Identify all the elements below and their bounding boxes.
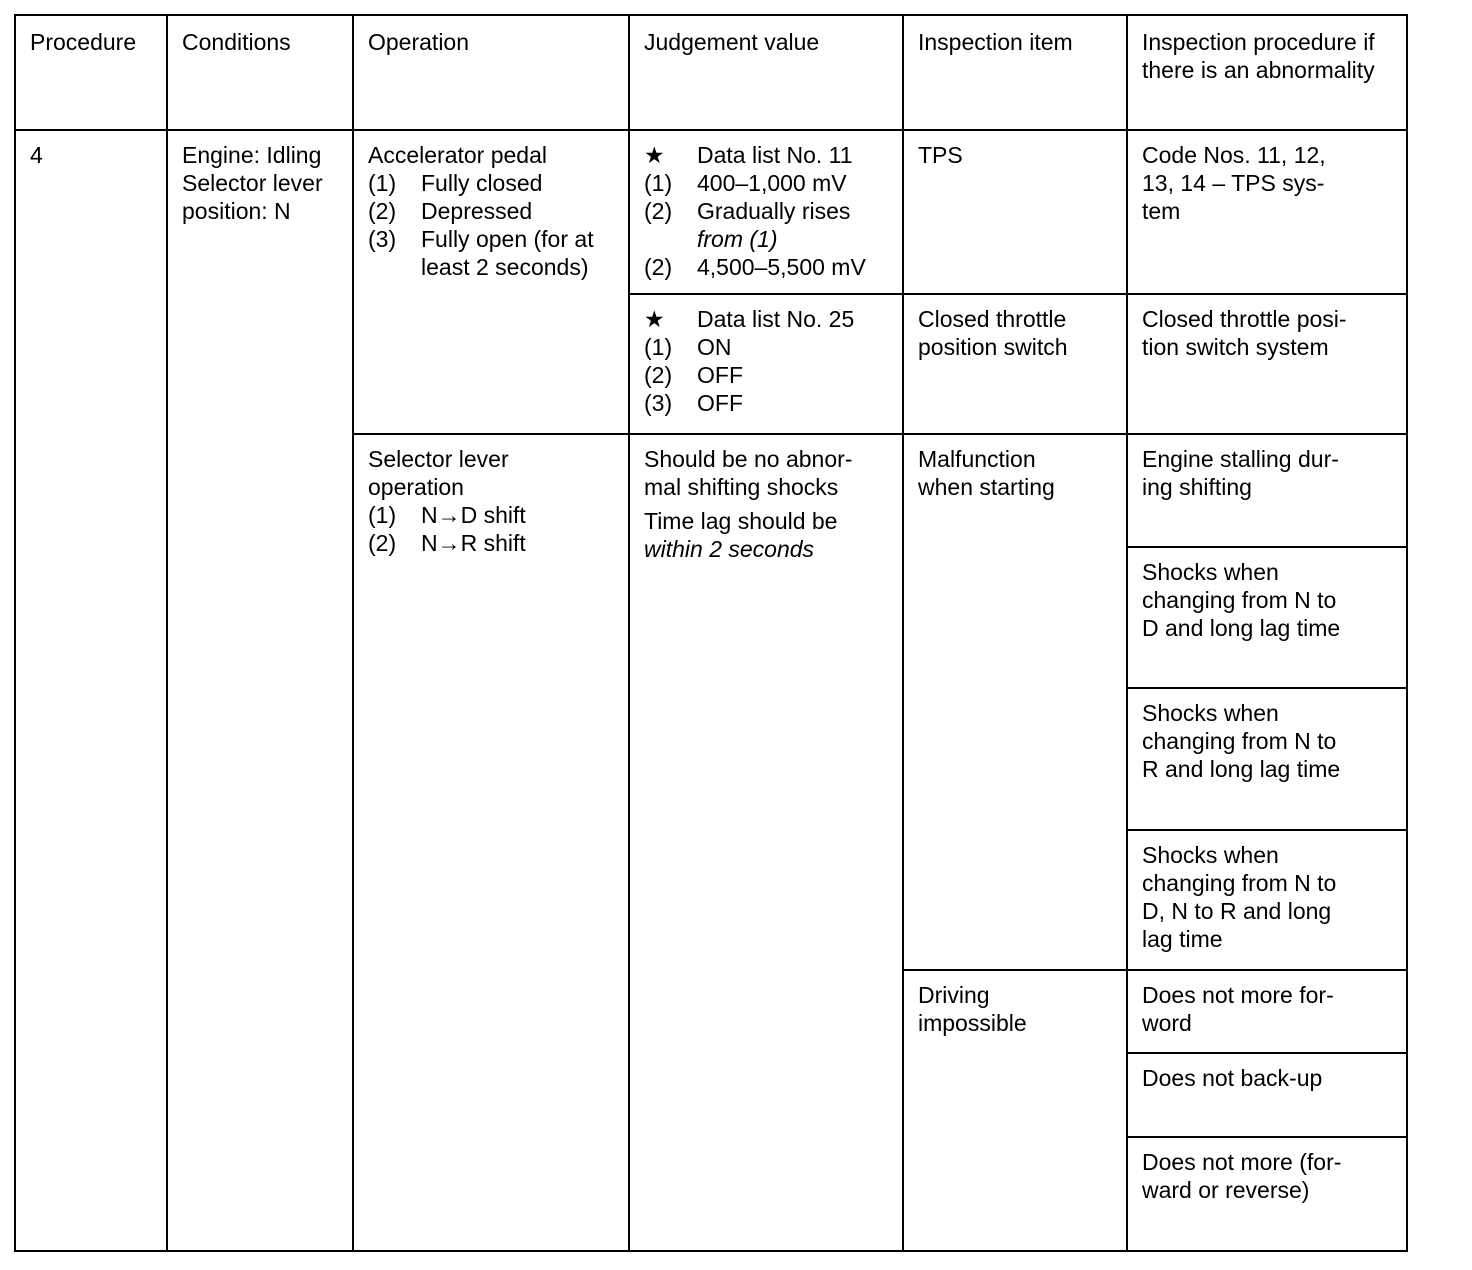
operation-step (368, 501, 620, 529)
procedure-switch-cell (1127, 294, 1407, 434)
judgement-line (644, 197, 894, 225)
inspection-item-text: position switch (918, 334, 1068, 360)
step-text: Fully closed (421, 170, 543, 196)
judgement-key: (2) (644, 198, 673, 224)
procedure-text: R and long lag time (1142, 756, 1341, 782)
judgement-text: 400–1,000 mV (697, 170, 847, 196)
judgement-text: Time lag should be (644, 508, 838, 534)
inspection-item-text: when starting (918, 474, 1055, 500)
judgement-text: Data list No. 11 (697, 142, 853, 168)
judgement-line (644, 389, 894, 417)
judgement-text: 4,500–5,500 mV (697, 254, 866, 280)
operation-title: Accelerator pedal (368, 142, 547, 168)
item-malfunction-cell (903, 434, 1127, 970)
judgement-key (644, 225, 697, 253)
judgement-line (644, 305, 894, 333)
condition-line: Selector lever (182, 170, 323, 196)
procedure-text: word (1142, 1010, 1192, 1036)
star-icon: ★ (644, 306, 665, 332)
procedure-number: 4 (30, 142, 43, 168)
header-procedure: Procedure (15, 15, 167, 130)
judgement-text: OFF (697, 362, 743, 388)
step-text: N→D shift (421, 502, 526, 528)
inspection-item-text: Closed throttle (918, 306, 1067, 332)
inspection-item-text: Driving (918, 982, 990, 1008)
procedure-text: Does not back-up (1142, 1065, 1323, 1091)
procedure-driving-cell (1127, 1137, 1407, 1251)
procedure-text: tem (1142, 198, 1181, 224)
step-key: (3) (368, 226, 397, 252)
procedure-text: changing from N to (1142, 587, 1337, 613)
header-judgement-value: Judgement value (629, 15, 903, 130)
operation-step (368, 529, 620, 557)
step-text: Depressed (421, 198, 533, 224)
judgement-text: from (1) (697, 226, 778, 252)
step-text: least 2 seconds) (421, 254, 589, 280)
step-key: (1) (368, 170, 397, 196)
procedure-text: changing from N to (1142, 870, 1337, 896)
procedure-text: ing shifting (1142, 474, 1252, 500)
procedure-cell (15, 130, 167, 1251)
inspection-table-sheet (14, 14, 1406, 1250)
procedure-text: Shocks when (1142, 559, 1279, 585)
procedure-text: 13, 14 – TPS sys- (1142, 170, 1325, 196)
step-key: (2) (368, 198, 397, 224)
judgement-text: Data list No. 25 (697, 306, 855, 332)
judgement-text: mal shifting shocks (644, 474, 839, 500)
condition-line: position: N (182, 198, 291, 224)
header-inspection-item: Inspection item (903, 15, 1127, 130)
item-tps-cell (903, 130, 1127, 294)
judgement-text: Gradually rises (697, 198, 851, 224)
inspection-item-text: Malfunction (918, 446, 1036, 472)
judgement-key: (1) (644, 334, 673, 360)
item-driving-cell (903, 970, 1127, 1251)
judgement-key: (2) (644, 362, 673, 388)
judgement-text: Should be no abnor- (644, 446, 853, 472)
operation-selector-cell (353, 434, 629, 1251)
procedure-text: Does not more for- (1142, 982, 1334, 1008)
judgement-switch-cell (629, 294, 903, 434)
conditions-cell (167, 130, 353, 1251)
judgement-line (644, 361, 894, 389)
procedure-text: Shocks when (1142, 842, 1279, 868)
header-inspection-procedure: Inspection procedure if there is an abnormality (1127, 15, 1407, 130)
procedure-driving-cell (1127, 1053, 1407, 1137)
procedure-malfunction-cell (1127, 830, 1407, 970)
header-operation: Operation (353, 15, 629, 130)
judgement-text: within 2 seconds (644, 536, 815, 562)
table-row (15, 130, 1407, 294)
procedure-malfunction-cell (1127, 688, 1407, 830)
star-icon: ★ (644, 142, 665, 168)
operation-step (368, 169, 620, 197)
step-key (368, 253, 421, 281)
step-key: (2) (368, 530, 397, 556)
procedure-malfunction-cell (1127, 434, 1407, 547)
inspection-item-text: impossible (918, 1010, 1027, 1036)
condition-line: Engine: Idling (182, 142, 322, 168)
operation-step (368, 225, 620, 253)
operation-step (368, 253, 620, 281)
procedure-text: D and long lag time (1142, 615, 1341, 641)
operation-accelerator-cell (353, 130, 629, 434)
procedure-driving-cell (1127, 970, 1407, 1053)
judgement-tps-cell (629, 130, 903, 294)
procedure-text: Does not more (for- (1142, 1149, 1342, 1175)
judgement-line (644, 253, 894, 281)
procedure-text: ward or reverse) (1142, 1177, 1310, 1203)
step-text: Fully open (for at (421, 226, 594, 252)
header-row (15, 15, 1407, 130)
procedure-text: Engine stalling dur- (1142, 446, 1339, 472)
item-switch-cell (903, 294, 1127, 434)
procedure-text: Code Nos. 11, 12, (1142, 142, 1326, 168)
procedure-malfunction-cell (1127, 547, 1407, 688)
procedure-text: changing from N to (1142, 728, 1337, 754)
procedure-text: D, N to R and long (1142, 898, 1332, 924)
judgement-line (644, 225, 894, 253)
judgement-text: ON (697, 334, 732, 360)
judgement-line (644, 141, 894, 169)
step-key: (1) (368, 502, 397, 528)
procedure-tps-cell (1127, 130, 1407, 294)
judgement-selector-cell (629, 434, 903, 1251)
judgement-text: OFF (697, 390, 743, 416)
step-text: N→R shift (421, 530, 526, 556)
procedure-text: Shocks when (1142, 700, 1279, 726)
judgement-line (644, 169, 894, 197)
operation-step (368, 197, 620, 225)
procedure-text: Closed throttle posi- (1142, 306, 1347, 332)
inspection-item-text: TPS (918, 142, 963, 168)
procedure-text: tion switch system (1142, 334, 1329, 360)
operation-title: Selector lever (368, 446, 509, 472)
judgement-key: (2) (644, 254, 673, 280)
judgement-key: (1) (644, 170, 673, 196)
procedure-text: lag time (1142, 926, 1223, 952)
inspection-table (14, 14, 1408, 1252)
judgement-key: (3) (644, 390, 673, 416)
operation-title: operation (368, 474, 464, 500)
header-conditions: Conditions (167, 15, 353, 130)
judgement-line (644, 333, 894, 361)
